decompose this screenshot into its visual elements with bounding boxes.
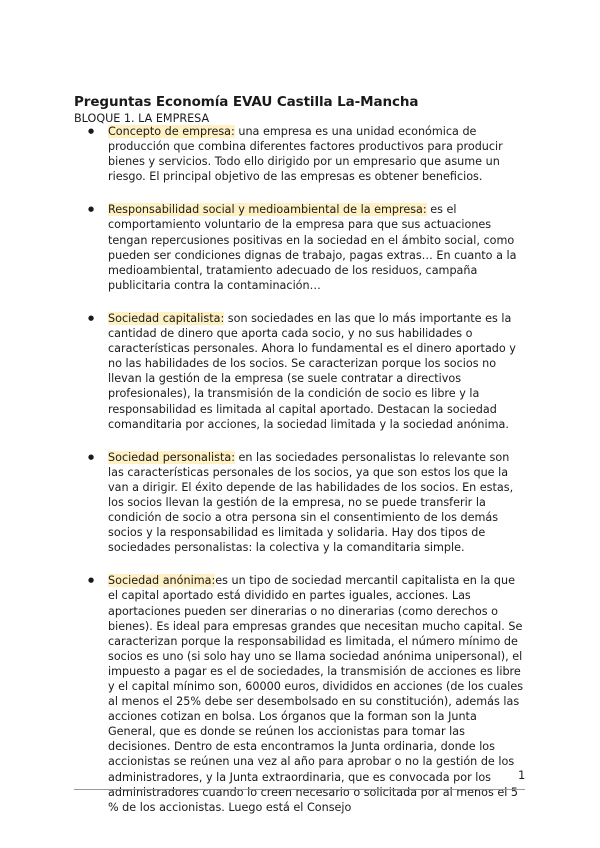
- page-number: 1: [518, 768, 526, 782]
- highlighted-term: Responsabilidad social y medioambiental de la empresa:: [108, 203, 427, 217]
- highlighted-term: Sociedad personalista:: [108, 450, 235, 464]
- section-heading: BLOQUE 1. LA EMPRESA: [74, 112, 210, 125]
- definition-text: una empresa es una unidad económica de producción que combina diferentes factores productivos para producir bienes y servicios. Todo ello dirigido por un empresario que asume un riesgo. El principal objetivo de las empresas es obtener beneficios.: [108, 125, 503, 184]
- highlighted-term: Sociedad anónima:: [108, 574, 216, 588]
- highlighted-term: Concepto de empresa:: [108, 125, 235, 138]
- definition-text: es un tipo de sociedad mercantil capitalista en la que el capital aportado está dividido en partes iguales, acciones. Las aportaciones pueden ser dinerarias o no dinerarias (como derechos o bienes). Es ideal para empresas grandes que necesitan mucho capital. Se caracterizan porque la responsabilidad es limitada, el número mínimo de socios es uno (si solo hay uno se llama sociedad anónima unipersonal), el impuesto a pagar es el de sociedades, la transmisión de acciones es libre y el capital mínimo son, 60000 euros, divididos en acciones (de los cuales al menos el 25% debe ser desembolsado en su constitución), además las acciones cotizan en bolsa. Los órganos que la forman son la Junta General, que es donde se reúnen los accionistas para tomar las decisiones. Dentro de esta encontramos la Junta ordinaria, donde los accionistas se reúnen una vez al año para aprobar o no la gestión de los administradores, y la Junta extraordinaria, que es convocada por los administradores cuando lo creen necesario o solicitada por al menos el 5 % de los accionistas. Luego está el Consejo: [108, 574, 524, 814]
- list-item: [86, 202, 526, 293]
- list-item: [86, 450, 526, 556]
- definition-text: es el comportamiento voluntario de la empresa para que sus actuaciones tengan repercusiones positivas en la sociedad en el ámbito social, como pueden ser condiciones dignas de trabajo, pagas extras… En cuanto a la medioambiental, tratamiento adecuado de los residuos, campaña publicitaria contra la contaminación…: [108, 203, 517, 292]
- highlighted-term: Sociedad capitalista:: [108, 311, 225, 325]
- list-item: [86, 124, 526, 184]
- definition-list: [86, 124, 526, 833]
- list-item: [86, 311, 526, 432]
- document-title: Preguntas Economía EVAU Castilla La-Mancha: [74, 94, 419, 110]
- definition-text: son sociedades en las que lo más importante es la cantidad de dinero que aporta cada socio, y no sus habilidades o características personales. Ahora lo fundamental es el dinero aportado y no las habilidades de los socios. Se caracterizan porque los socios no llevan la gestión de la empresa (se suele contratar a directivos profesionales), la transmisión de la condición de socio es libre y la responsabilidad es limitada al capital aportado. Destacan la sociedad comanditaria por acciones, la sociedad limitada y la sociedad anónima.: [108, 311, 516, 431]
- definition-text: en las sociedades personalistas lo relevante son las características personales de los socios, ya que son estos los que la van a dirigir. El éxito depende de las habilidades de los socios. En estas, los socios llevan la gestión de la empresa, no se puede transferir la condición de socio a otra persona sin el consentimiento de los demás socios y la responsabilidad es limitada y solidaria. Hay dos tipos de sociedades personalistas: la colectiva y la comanditaria simple.: [108, 450, 514, 555]
- list-item: [86, 573, 526, 815]
- footer-divider: [74, 789, 525, 790]
